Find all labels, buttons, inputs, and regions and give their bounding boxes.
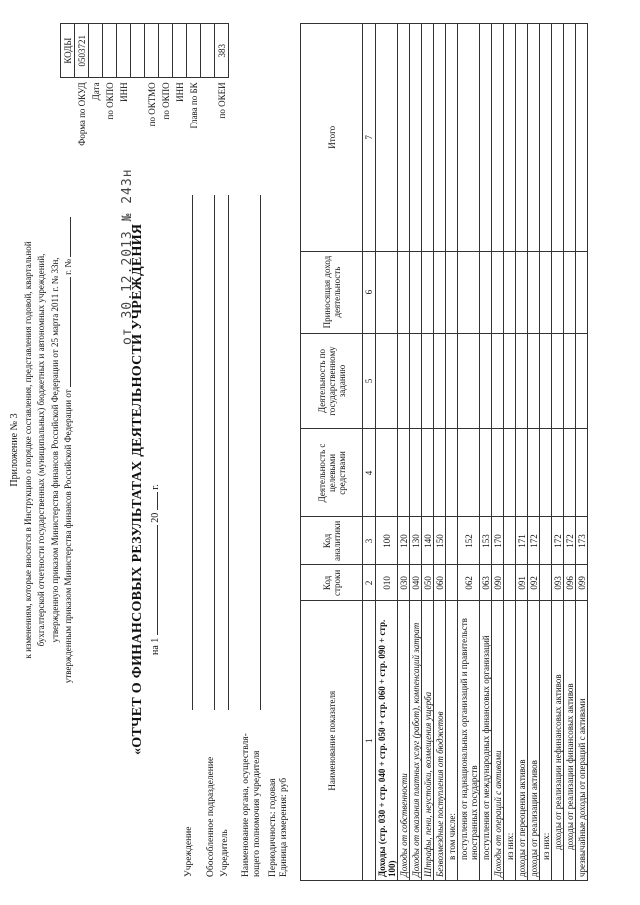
codes-row: по ОКТМО bbox=[145, 24, 159, 168]
row-value-state-task bbox=[376, 333, 398, 429]
row-value-income bbox=[434, 251, 446, 333]
table-row bbox=[564, 24, 576, 881]
table-row bbox=[398, 24, 410, 881]
row-value-income bbox=[564, 251, 576, 333]
report-date-suffix: г. bbox=[150, 484, 161, 490]
row-value-total bbox=[564, 24, 576, 252]
row-value-total bbox=[552, 24, 564, 252]
row-value-state-task bbox=[576, 333, 588, 429]
row-analytics-code: 130 bbox=[410, 517, 422, 565]
row-analytics-code bbox=[540, 517, 552, 565]
table-row bbox=[576, 24, 588, 881]
codes-table bbox=[60, 23, 229, 167]
field-unit: Единица измерения: руб bbox=[279, 777, 289, 877]
codes-row: ИНН bbox=[173, 24, 187, 168]
row-name: поступления от международных финансовых организаций bbox=[480, 601, 492, 881]
row-name: из них: bbox=[504, 601, 516, 881]
row-value-state-task bbox=[434, 333, 446, 429]
row-name: Безвозмездные поступления от бюджетов bbox=[434, 601, 446, 881]
row-name: из них: bbox=[540, 601, 552, 881]
row-name: доходы от реализации активов bbox=[528, 601, 540, 881]
row-name: доходы от переоценки активов bbox=[516, 601, 528, 881]
row-analytics-code: 172 bbox=[564, 517, 576, 565]
row-value-targeted bbox=[434, 429, 446, 517]
row-line-code: 010 bbox=[376, 565, 398, 601]
row-value-total bbox=[434, 24, 446, 252]
col-header-analytics: Код аналитики bbox=[301, 517, 363, 565]
row-value-total bbox=[422, 24, 434, 252]
row-value-state-task bbox=[422, 333, 434, 429]
row-value-income bbox=[410, 251, 422, 333]
codes-row: Форма по ОКУД 0503721 bbox=[75, 24, 89, 168]
row-analytics-code: 170 bbox=[492, 517, 504, 565]
appendix-line: бухгалтерской отчетности государственных (муниципальных) бюджетных и автономных учреждений, bbox=[36, 253, 46, 647]
row-value-total bbox=[576, 24, 588, 252]
row-line-code: 091 bbox=[516, 565, 528, 601]
appendix-line4: утвержденным приказом Министерства финансов Российской Федерации от bbox=[63, 389, 73, 684]
row-value-income bbox=[492, 251, 504, 333]
column-numbers-row: 1 2 3 4 5 6 7 bbox=[363, 24, 376, 881]
codes-row bbox=[131, 24, 145, 168]
row-value-state-task bbox=[564, 333, 576, 429]
field-authority-label-2: ющего полномочия учредителя bbox=[252, 750, 262, 877]
row-analytics-code: 150 bbox=[434, 517, 446, 565]
codes-header: КОДЫ bbox=[61, 24, 75, 78]
row-value-state-task bbox=[458, 333, 480, 429]
row-value-targeted bbox=[458, 429, 480, 517]
row-analytics-code: 172 bbox=[552, 517, 564, 565]
row-name: Доходы от операций с активами bbox=[492, 601, 504, 881]
row-line-code: 062 bbox=[458, 565, 480, 601]
row-value-targeted bbox=[376, 429, 398, 517]
row-line-code: 096 bbox=[564, 565, 576, 601]
row-value-state-task bbox=[480, 333, 492, 429]
row-name: поступления от наднациональных организаций и правительств иностранных государств bbox=[458, 601, 480, 881]
row-analytics-code bbox=[504, 517, 516, 565]
row-analytics-code: 153 bbox=[480, 517, 492, 565]
appendix-line4-g: г. № bbox=[63, 259, 73, 275]
row-value-targeted bbox=[492, 429, 504, 517]
codes-row: Дата bbox=[89, 24, 103, 168]
row-value-targeted bbox=[446, 429, 458, 517]
field-division-label: Обособленное подразделение bbox=[206, 756, 216, 877]
row-analytics-code: 120 bbox=[398, 517, 410, 565]
row-line-code: 050 bbox=[422, 565, 434, 601]
table-row bbox=[492, 24, 504, 881]
row-line-code: 063 bbox=[480, 565, 492, 601]
row-value-state-task bbox=[446, 333, 458, 429]
row-line-code bbox=[446, 565, 458, 601]
row-name: Доходы от собственности bbox=[398, 601, 410, 881]
row-value-targeted bbox=[480, 429, 492, 517]
codes-row: ИНН bbox=[117, 24, 131, 168]
field-periodicity: Периодичность: годовая bbox=[268, 778, 278, 877]
table-row bbox=[552, 24, 564, 881]
report-date-prefix: на 1 bbox=[150, 637, 161, 655]
col-header-name: Наименование показателя bbox=[301, 601, 363, 881]
row-value-state-task bbox=[398, 333, 410, 429]
field-authority-line bbox=[260, 195, 261, 710]
table-row bbox=[480, 24, 492, 881]
field-authority-label: Наименование органа, осуществля- bbox=[241, 733, 251, 877]
table-row bbox=[528, 24, 540, 881]
row-value-state-task bbox=[410, 333, 422, 429]
row-value-targeted bbox=[540, 429, 552, 517]
row-value-income bbox=[398, 251, 410, 333]
table-row bbox=[376, 24, 398, 881]
appendix-line: к изменениям, которые вносятся в Инструкцию о порядке составления, представления годовой, квартальной bbox=[22, 241, 33, 659]
row-value-total bbox=[376, 24, 398, 252]
row-name: чрезвычайные доходы от операций с активами bbox=[576, 601, 588, 881]
row-analytics-code: 140 bbox=[422, 517, 434, 565]
row-value-state-task bbox=[516, 333, 528, 429]
row-line-code: 092 bbox=[528, 565, 540, 601]
table-row bbox=[458, 24, 480, 881]
table-row bbox=[422, 24, 434, 881]
col-header-line-code: Код строки bbox=[301, 565, 363, 601]
row-value-total bbox=[446, 24, 458, 252]
row-value-state-task bbox=[540, 333, 552, 429]
row-value-total bbox=[528, 24, 540, 252]
row-value-targeted bbox=[398, 429, 410, 517]
row-value-targeted bbox=[504, 429, 516, 517]
row-analytics-code: 171 bbox=[516, 517, 528, 565]
row-analytics-code bbox=[446, 517, 458, 565]
row-value-targeted bbox=[516, 429, 528, 517]
row-value-income bbox=[552, 251, 564, 333]
row-value-income bbox=[504, 251, 516, 333]
row-name: Штрафы, пени, неустойки, возмещения ущерба bbox=[422, 601, 434, 881]
row-line-code: 090 bbox=[492, 565, 504, 601]
row-value-state-task bbox=[552, 333, 564, 429]
codes-row: по ОКПО bbox=[159, 24, 173, 168]
row-value-income bbox=[376, 251, 398, 333]
report-title: «ОТЧЕТ О ФИНАНСОВЫХ РЕЗУЛЬТАТАХ ДЕЯТЕЛЬНОСТИ УЧРЕЖДЕНИЯ bbox=[130, 223, 145, 755]
row-value-targeted bbox=[410, 429, 422, 517]
row-value-total bbox=[504, 24, 516, 252]
appendix-line: утвержденную приказом Министерства финансов Российской Федерации от 25 марта 2011 г. № 33н, bbox=[49, 257, 60, 643]
row-value-targeted bbox=[564, 429, 576, 517]
col-header-total: Итого bbox=[301, 24, 363, 252]
row-value-targeted bbox=[422, 429, 434, 517]
row-analytics-code: 173 bbox=[576, 517, 588, 565]
row-line-code: 060 bbox=[434, 565, 446, 601]
row-line-code: 040 bbox=[410, 565, 422, 601]
row-analytics-code: 100 bbox=[376, 517, 398, 565]
row-name: в том числе: bbox=[446, 601, 458, 881]
row-value-total bbox=[480, 24, 492, 252]
row-value-income bbox=[480, 251, 492, 333]
field-division-line bbox=[214, 195, 215, 710]
codes-row: по ОКПО bbox=[103, 24, 117, 168]
field-institution-label: Учреждение bbox=[184, 826, 194, 877]
row-value-targeted bbox=[528, 429, 540, 517]
col-header-income: Приносящая доход деятельность bbox=[301, 251, 363, 333]
report-date bbox=[150, 484, 161, 655]
row-name: доходы от реализации нефинансовых активов bbox=[552, 601, 564, 881]
field-founder-label: Учредитель bbox=[220, 829, 230, 877]
table-row bbox=[540, 24, 552, 881]
table-row bbox=[434, 24, 446, 881]
row-value-income bbox=[576, 251, 588, 333]
table-body bbox=[376, 24, 588, 881]
row-name: доходы от реализации финансовых активов bbox=[564, 601, 576, 881]
codes-row bbox=[201, 24, 215, 168]
codes-header-row bbox=[61, 24, 75, 168]
row-value-total bbox=[540, 24, 552, 252]
report-date-blank bbox=[157, 525, 158, 635]
row-value-total bbox=[516, 24, 528, 252]
row-value-total bbox=[492, 24, 504, 252]
field-institution-line bbox=[192, 195, 193, 710]
row-value-total bbox=[410, 24, 422, 252]
appendix-title: Приложение № 3 bbox=[9, 413, 20, 487]
row-value-income bbox=[422, 251, 434, 333]
row-value-state-task bbox=[528, 333, 540, 429]
col-header-targeted: Деятельность с целевыми средствами bbox=[301, 429, 363, 517]
row-value-total bbox=[458, 24, 480, 252]
col-header-state-task: Деятельность по государственному заданию bbox=[301, 333, 363, 429]
row-value-income bbox=[458, 251, 480, 333]
date-stamp: от 30.12.2013 № 243н bbox=[120, 168, 135, 345]
row-value-income bbox=[528, 251, 540, 333]
appendix-number-blank bbox=[70, 217, 71, 257]
row-analytics-code: 152 bbox=[458, 517, 480, 565]
table-row bbox=[446, 24, 458, 881]
row-value-targeted bbox=[552, 429, 564, 517]
row-line-code: 030 bbox=[398, 565, 410, 601]
row-value-income bbox=[540, 251, 552, 333]
table-row bbox=[516, 24, 528, 881]
row-value-income bbox=[516, 251, 528, 333]
row-name: Доходы (стр. 030 + стр. 040 + стр. 050 + стр. 060 + стр. 090 + стр. 100) bbox=[376, 601, 398, 881]
table-header-row bbox=[301, 24, 363, 881]
indicators-table bbox=[300, 23, 588, 881]
row-value-state-task bbox=[504, 333, 516, 429]
row-value-total bbox=[398, 24, 410, 252]
codes-row: по ОКЕИ 383 bbox=[215, 24, 229, 168]
row-analytics-code: 172 bbox=[528, 517, 540, 565]
row-value-income bbox=[446, 251, 458, 333]
table-row bbox=[410, 24, 422, 881]
appendix-date-blank bbox=[70, 277, 71, 387]
row-name: Доходы от оказания платных услуг (работ), компенсаций затрат bbox=[410, 601, 422, 881]
row-line-code bbox=[540, 565, 552, 601]
field-founder-line bbox=[228, 195, 229, 710]
codes-row: Глава по БК bbox=[187, 24, 201, 168]
row-value-targeted bbox=[576, 429, 588, 517]
row-line-code: 093 bbox=[552, 565, 564, 601]
row-line-code: 099 bbox=[576, 565, 588, 601]
row-line-code bbox=[504, 565, 516, 601]
table-row bbox=[504, 24, 516, 881]
report-date-year: 20 bbox=[150, 512, 161, 523]
report-year-blank bbox=[157, 492, 158, 510]
row-value-state-task bbox=[492, 333, 504, 429]
